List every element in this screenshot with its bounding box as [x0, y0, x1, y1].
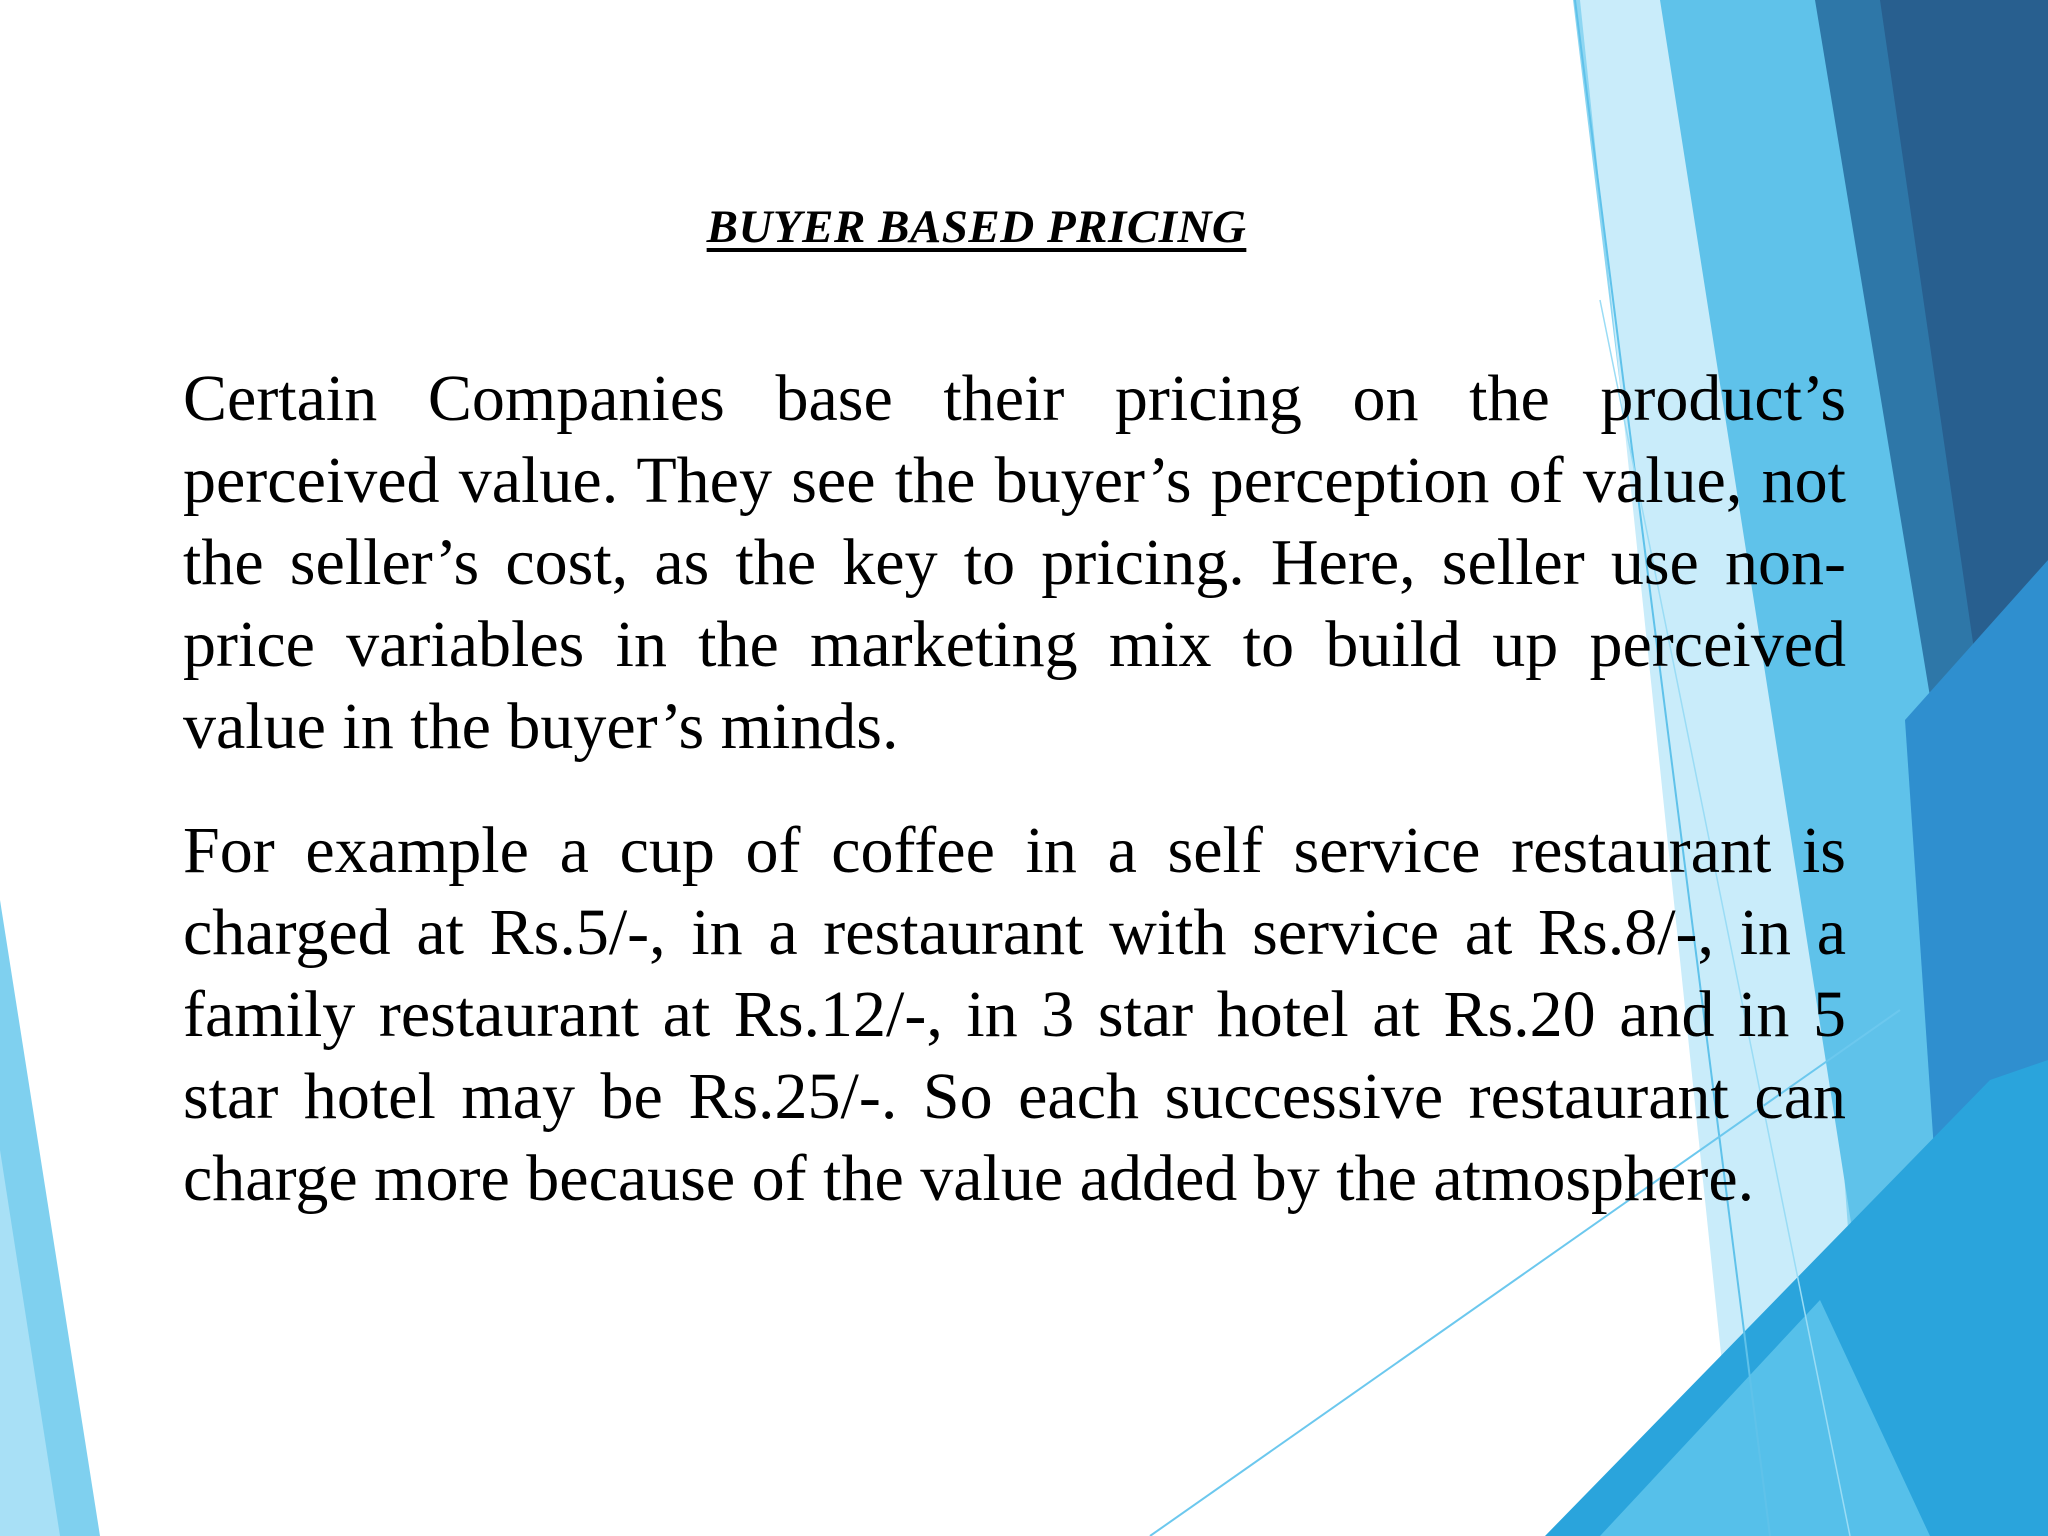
- paragraph-perceived-value: Certain Companies base their pricing on the product’s perceived value. They see the buyer’s perception of value, not the seller’s cost, as the key to pricing. Here, seller use non-price variables in the marketing mix to build up perceived value in the buyer’s minds.: [183, 362, 1846, 763]
- slide-title: BUYER BASED PRICING: [706, 201, 1247, 253]
- paragraph-coffee-example: For example a cup of coffee in a self service restaurant is charged at Rs.5/-, in a restaurant with service at Rs.8/-, in a family restaurant at Rs.12/-, in 3 star hotel at Rs.20 and in 5 star hotel may be Rs.25/-. So each successive restaurant can charge more because of the value added by the atmosphere.: [183, 814, 1846, 1215]
